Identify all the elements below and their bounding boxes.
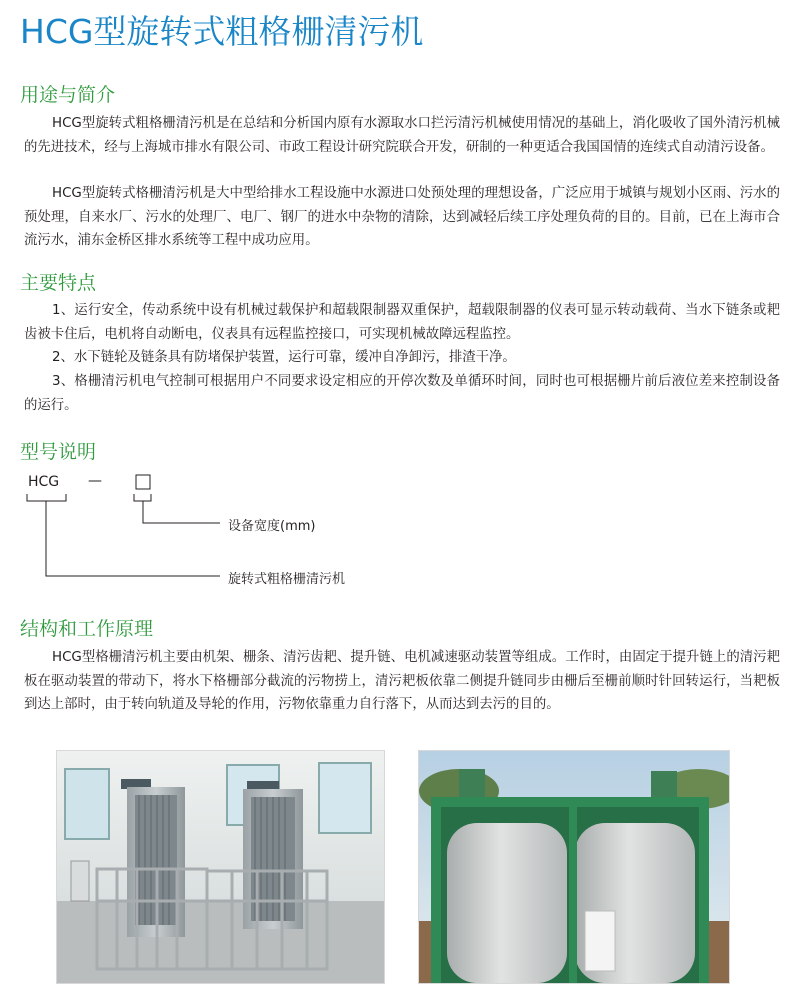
features-paragraph-2: 2、水下链轮及链条具有防堵保护装置，运行可靠，缓冲自净卸污，排渣干净。 (52, 350, 516, 365)
section-heading-model: 型号说明 (20, 441, 97, 463)
features-paragraph-3: 3、格栅清污机电气控制可根据用户不同要求设定相应的开停次数及单循环时间，同时也可根据栅片前后液位差来控制设备的运行。 (24, 374, 780, 413)
photo-indoor-installation (56, 750, 385, 984)
width-box (136, 475, 150, 489)
label-equipment-width: 设备宽度(mm) (228, 519, 316, 534)
page-title: HCG型旋转式粗格栅清污机 (20, 12, 424, 51)
model-code-diagram (20, 470, 440, 590)
usage-paragraph-2: HCG型旋转式格栅清污机是大中型给排水工程设施中水源进口处预处理的理想设备，广泛应用于城镇与规划小区雨、污水的预处理，自来水厂、污水的处理厂、电厂、钢厂的进水中杂物的清除，达到减轻后续工序处理负荷的目的。目前，已在上海市合流污水，浦东金桥区排水系统等工程中成功应用。 (24, 186, 780, 248)
model-code: HCG (28, 474, 60, 490)
code-leader-line (46, 501, 220, 576)
photo-indoor-graphic (57, 751, 384, 983)
structure-paragraph-1: HCG型格栅清污机主要由机架、栅条、清污齿耙、提升链、电机减速驱动装置等组成。工作时，由固定于提升链上的清污耙板在驱动装置的带动下，将水下格栅部分截流的污物捞上，清污耙板依靠二侧提升链同步由栅后至栅前顺时针回转运行，当耙板到达上部时，由于转向轨道及导轮的作用，污物依靠重力自行落下，从而达到去污的目的。 (24, 650, 780, 712)
label-equipment-name: 旋转式粗格栅清污机 (228, 572, 346, 587)
width-bracket (134, 494, 151, 501)
model-dash: — (88, 473, 102, 489)
section-heading-features: 主要特点 (20, 272, 97, 294)
usage-paragraph-1: HCG型旋转式粗格栅清污机是在总结和分析国内原有水源取水口拦污清污机械使用情况的基础上，消化吸收了国外清污机械的先进技术，经与上海城市排水有限公司、市政工程设计研究院联合开发，研制的一种更适合我国国情的连续式自动清污设备。 (24, 116, 780, 155)
section-heading-structure: 结构和工作原理 (20, 618, 154, 640)
photo-outdoor-unit (418, 750, 730, 984)
section-heading-usage: 用途与简介 (20, 84, 116, 106)
features-paragraph-1: 1、运行安全，传动系统中设有机械过载保护和超载限制器双重保护，超载限制器的仪表可显示转动载荷、当水下链条或耙齿被卡住后，电机将自动断电，仪表具有远程监控接口，可实现机械故障远程监控。 (24, 303, 780, 342)
width-leader-line (143, 501, 220, 523)
photo-outdoor-graphic (419, 751, 729, 983)
code-bracket (27, 494, 66, 501)
